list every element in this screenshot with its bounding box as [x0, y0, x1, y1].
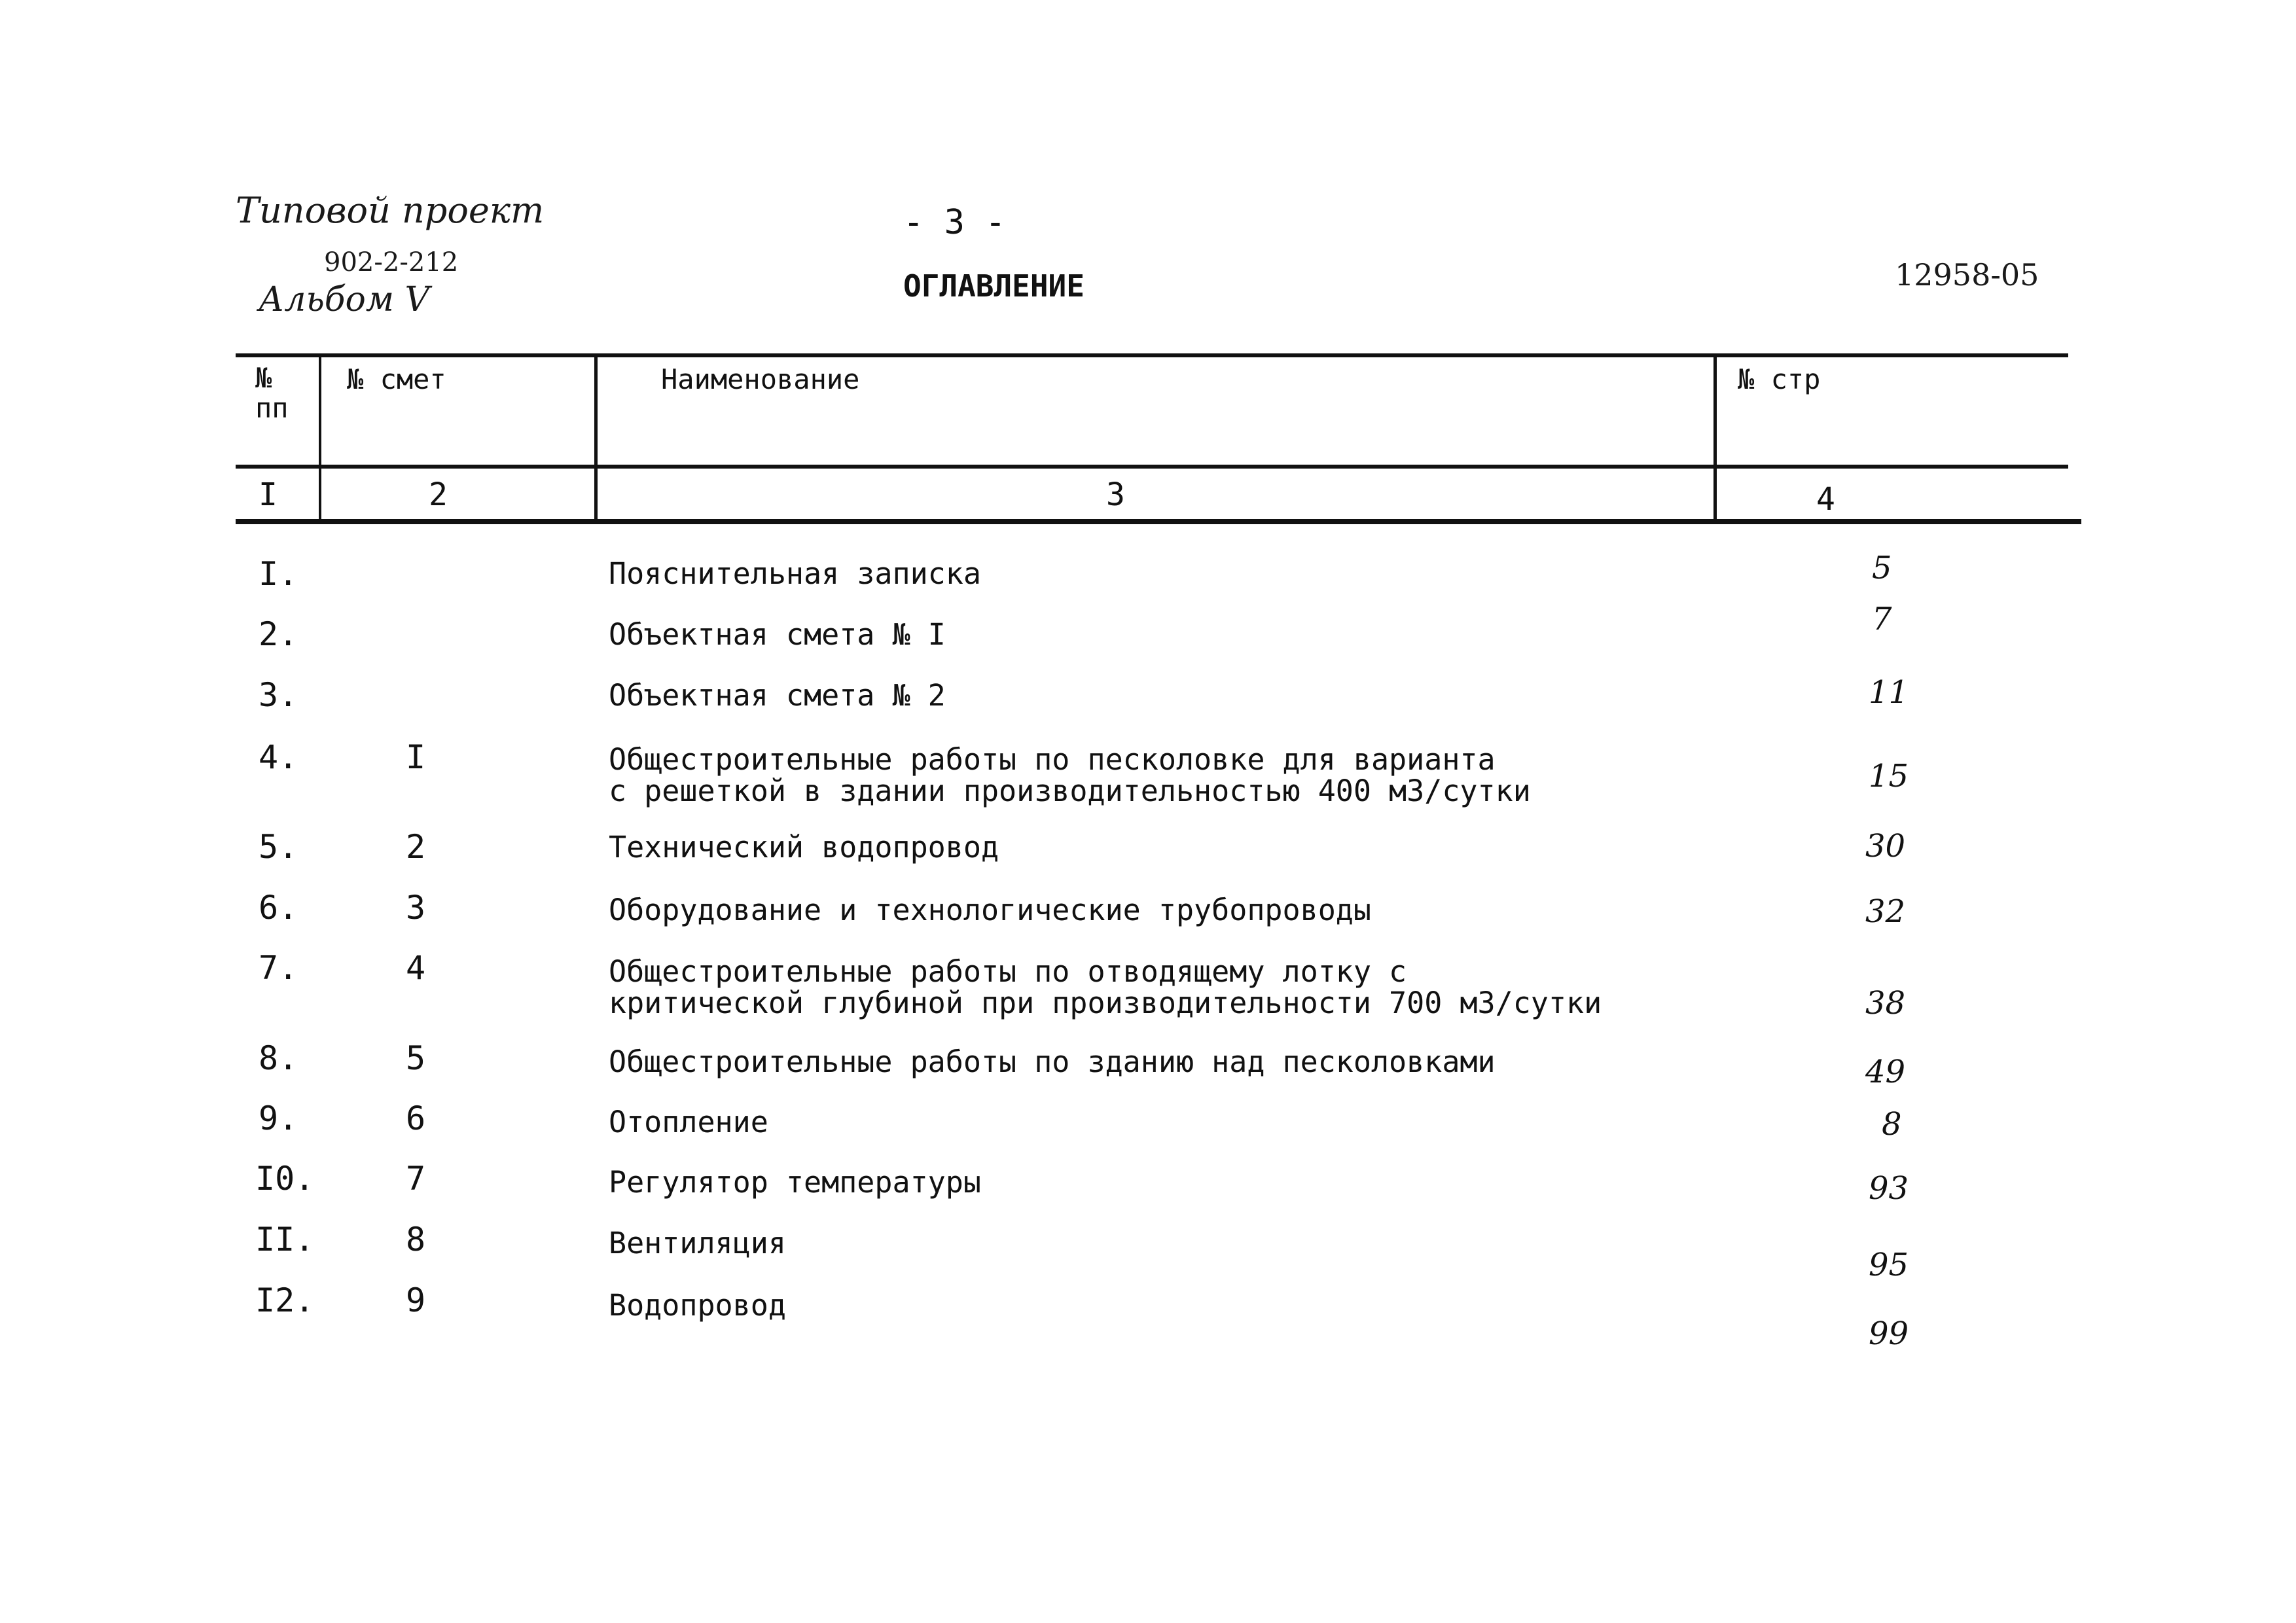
project-label: Типовой проект [236, 190, 545, 231]
row-page: 5 [1872, 550, 1892, 586]
row-page: 8 [1882, 1106, 1902, 1143]
row-estimate: 4 [406, 949, 426, 987]
row-number: 5. [259, 828, 298, 866]
row-name: Оборудование и технологические трубопроводы [609, 893, 1371, 927]
row-name: Объектная смета № 2 [609, 678, 946, 713]
row-name: Общестроительные работы по зданию над песколовками [609, 1044, 1496, 1079]
row-name: Объектная смета № I [609, 617, 946, 652]
row-page: 95 [1869, 1247, 1909, 1283]
row-name: Вентиляция [609, 1226, 786, 1260]
col-number-2: 2 [429, 476, 448, 513]
row-number: 8. [259, 1039, 298, 1077]
row-page: 38 [1865, 985, 1906, 1022]
row-number: I0. [255, 1160, 315, 1198]
row-page: 30 [1865, 828, 1906, 865]
row-number: I2. [255, 1281, 315, 1319]
table-mid-rule [236, 465, 2068, 469]
row-page: 11 [1869, 674, 1909, 711]
row-number: 4. [259, 738, 298, 776]
table-bottom-rule [236, 519, 2081, 524]
row-name: Регулятор температуры [609, 1165, 981, 1200]
row-number: 3. [259, 676, 298, 714]
col-header-number: № пп [255, 362, 289, 424]
col-header-estimate: № смет [347, 363, 446, 395]
row-estimate: I [406, 738, 426, 776]
row-name: с решеткой в здании производительностью 400 м3/сутки [609, 774, 1531, 808]
row-estimate: 6 [406, 1099, 426, 1137]
page-title: ОГЛАВЛЕНИЕ [903, 268, 1085, 304]
col-number-1: I [259, 476, 278, 513]
row-number: 7. [259, 949, 298, 987]
row-estimate: 2 [406, 828, 426, 866]
row-estimate: 8 [406, 1221, 426, 1258]
col-number-4: 4 [1816, 481, 1835, 518]
col-header-name: Наименование [661, 363, 860, 395]
row-name: Водопровод [609, 1288, 786, 1323]
row-estimate: 3 [406, 889, 426, 927]
row-page: 99 [1869, 1315, 1909, 1352]
row-name: Технический водопровод [609, 830, 999, 865]
table-top-rule [236, 353, 2068, 357]
row-page: 7 [1872, 601, 1892, 637]
album-label: Альбом V [259, 280, 430, 319]
row-page: 49 [1865, 1054, 1906, 1090]
row-number: 9. [259, 1099, 298, 1137]
row-page: 32 [1865, 893, 1906, 930]
row-number: I. [259, 555, 298, 593]
col-header-page: № стр [1738, 363, 1821, 395]
row-page: 93 [1869, 1170, 1909, 1207]
row-estimate: 9 [406, 1281, 426, 1319]
row-number: 6. [259, 889, 298, 927]
project-number: 902-2-212 [324, 247, 459, 277]
row-name: Общестроительные работы по отводящему лотку с [609, 954, 1407, 989]
row-name: критической глубиной при производительности 700 м3/сутки [609, 986, 1602, 1020]
row-name: Пояснительная записка [609, 556, 981, 591]
row-estimate: 5 [406, 1039, 426, 1077]
row-page: 15 [1869, 758, 1909, 794]
page-marker: - 3 - [903, 203, 1006, 242]
row-number: II. [255, 1221, 315, 1258]
row-estimate: 7 [406, 1160, 426, 1198]
col-number-3: 3 [1106, 476, 1125, 513]
col-divider-1 [319, 353, 321, 522]
document-code: 12958-05 [1895, 257, 2039, 293]
row-number: 2. [259, 615, 298, 653]
row-name: Общестроительные работы по песколовке для варианта [609, 742, 1496, 777]
row-name: Отопление [609, 1105, 768, 1139]
col-divider-3 [1713, 353, 1717, 522]
col-divider-2 [594, 353, 598, 522]
